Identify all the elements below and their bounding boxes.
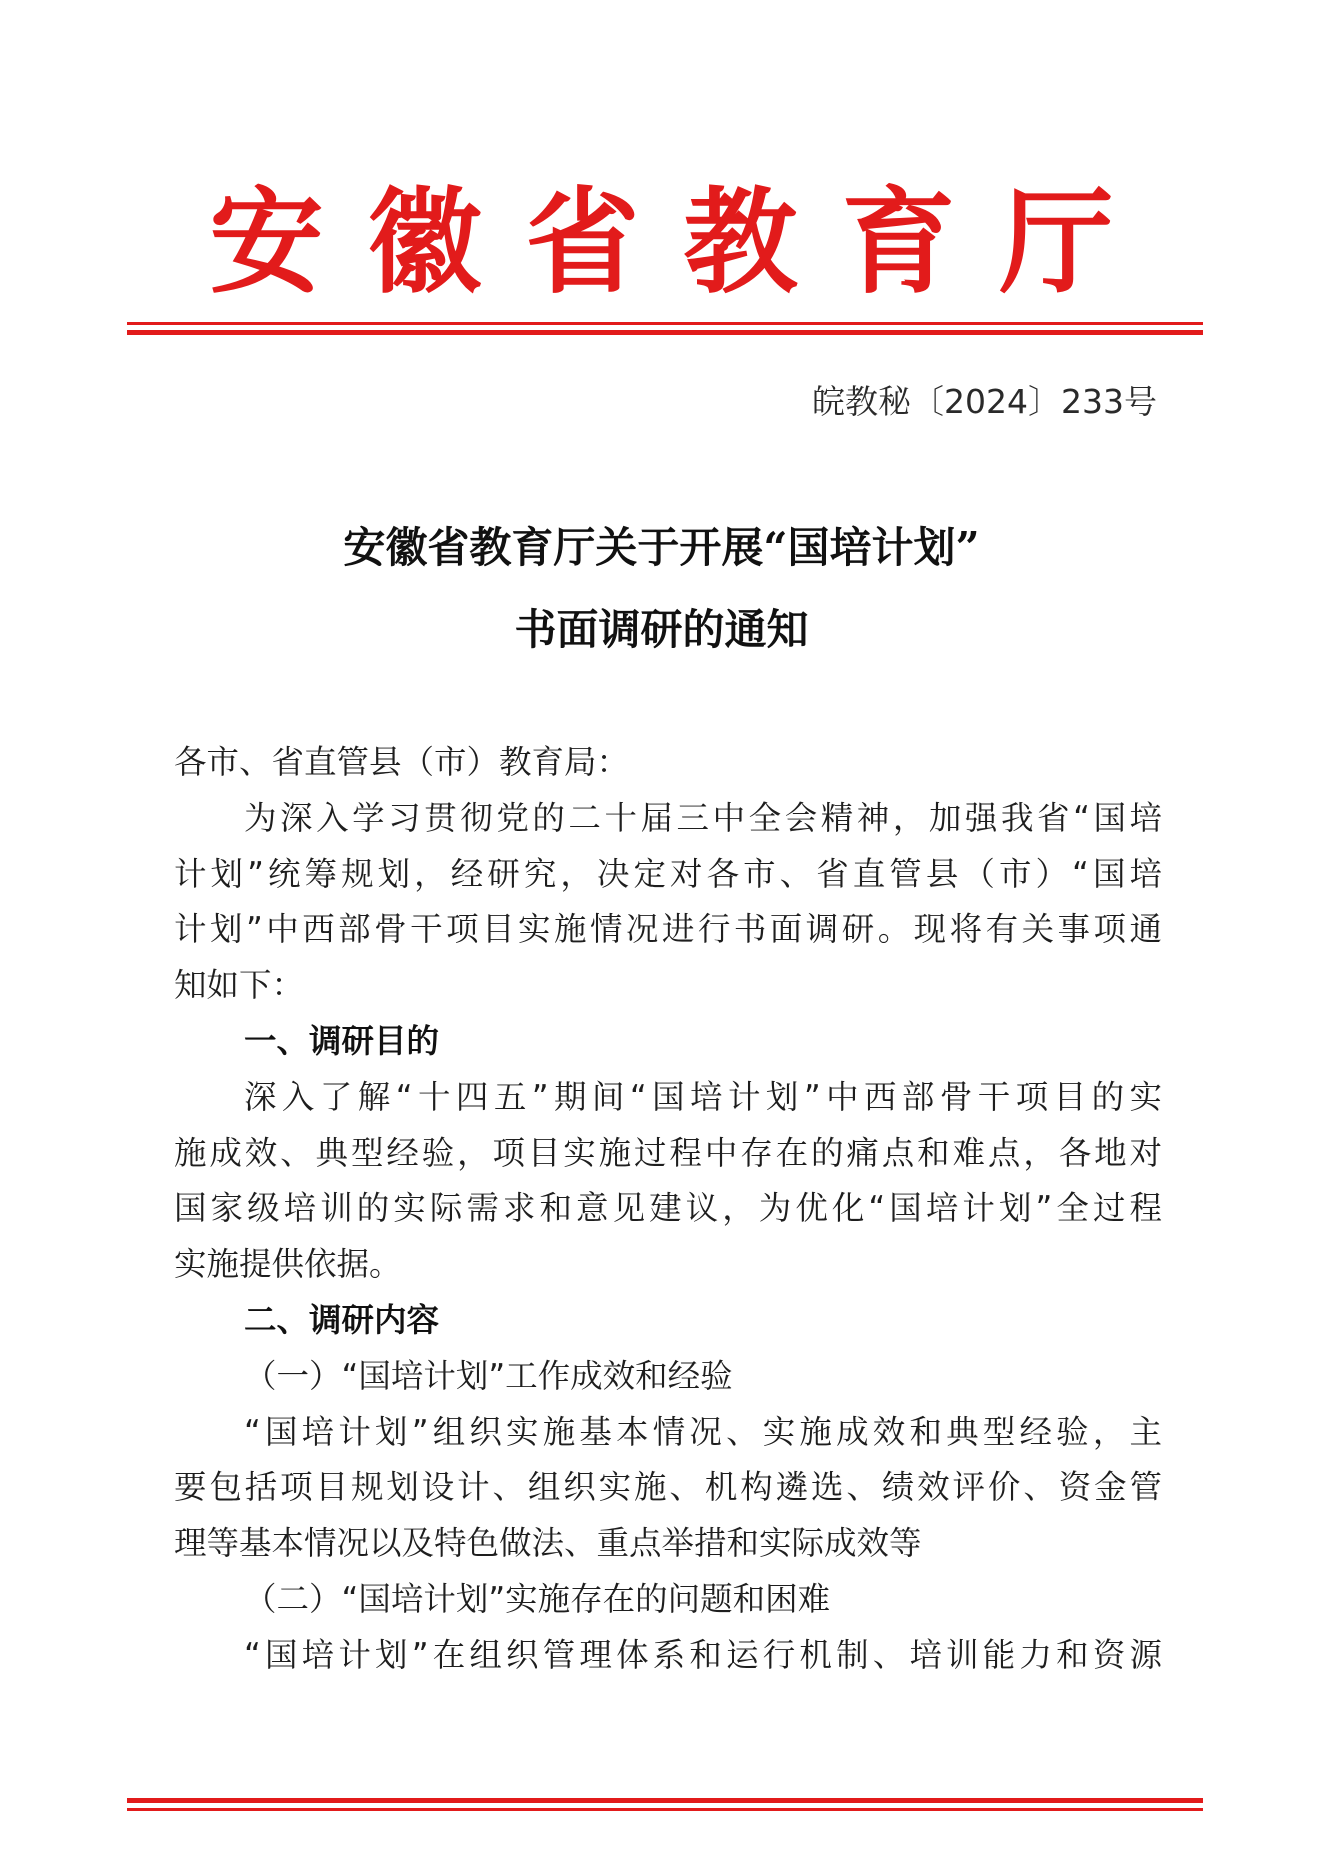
intro-line: 知如下： — [174, 966, 305, 1005]
notice-title-line-2: 书面调研的通知 — [514, 605, 809, 654]
agency-header-title: 安徽省教育厅 — [209, 175, 1158, 309]
subsection-1-line: 理等基本情况以及特色做法、重点举措和实际成效等 — [174, 1524, 922, 1563]
section-1-line: 实施提供依据。 — [174, 1245, 402, 1284]
subsection-1-line: 要包括项目规划设计、组织实施、机构遴选、绩效评价、资金管 — [174, 1468, 1162, 1507]
intro-line: 为深入学习贯彻党的二十届三中全会精神，加强我省“国培 — [244, 798, 1162, 837]
footer-rule-bottom — [127, 1808, 1203, 1811]
salutation: 各市、省直管县（市）教育局： — [174, 743, 630, 781]
notice-title-line-1: 安徽省教育厅关于开展“国培计划” — [343, 523, 980, 572]
notice-body — [174, 735, 1162, 1684]
intro-line: 计划”统筹规划，经研究，决定对各市、省直管县（市）“国培 — [174, 854, 1162, 893]
section-1-heading: 一、调研目的 — [244, 1021, 440, 1060]
subsection-2-line: “国培计划”在组织管理体系和运行机制、培训能力和资源 — [244, 1635, 1162, 1674]
footer-rule-top — [127, 1798, 1203, 1803]
subsection-2-heading: （二）“国培计划”实施存在的问题和困难 — [244, 1579, 831, 1618]
header-rule-top — [127, 322, 1203, 325]
intro-line: 计划”中西部骨干项目实施情况进行书面调研。现将有关事项通 — [174, 910, 1162, 949]
section-2-heading: 二、调研内容 — [244, 1300, 440, 1339]
header-rule-bottom — [127, 330, 1203, 335]
subsection-1-heading: （一）“国培计划”工作成效和经验 — [244, 1356, 733, 1395]
document-number: 皖教秘〔2024〕233号 — [812, 382, 1157, 421]
section-1-line: 国家级培训的实际需求和意见建议，为优化“国培计划”全过程 — [174, 1189, 1162, 1228]
subsection-1-line: “国培计划”组织实施基本情况、实施成效和典型经验，主 — [244, 1412, 1162, 1451]
section-1-line: 施成效、典型经验，项目实施过程中存在的痛点和难点，各地对 — [174, 1133, 1162, 1172]
section-1-line: 深入了解“十四五”期间“国培计划”中西部骨干项目的实 — [244, 1077, 1162, 1116]
